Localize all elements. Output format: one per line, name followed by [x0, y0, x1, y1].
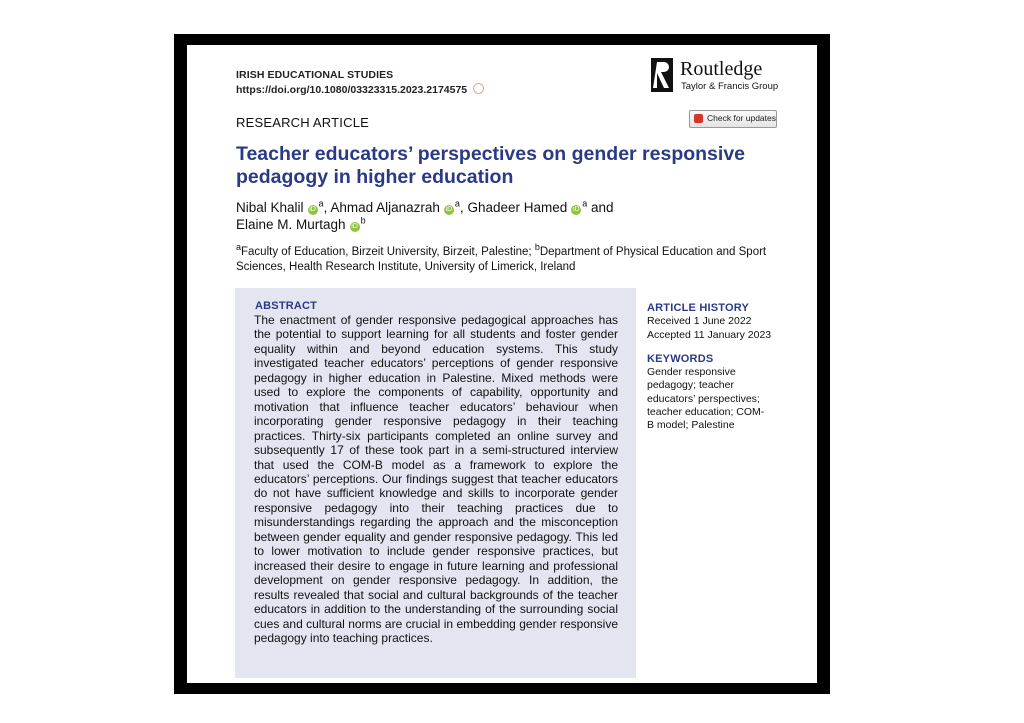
check-for-updates-button[interactable] [689, 110, 777, 128]
article-page [187, 45, 817, 683]
open-access-icon [473, 83, 484, 94]
crossmark-icon [694, 114, 703, 123]
abstract-box [235, 288, 636, 678]
publisher-subtitle: Taylor & Francis Group [681, 81, 779, 92]
article-history-heading: ARTICLE HISTORY [647, 302, 750, 314]
orcid-icon[interactable]: iD [309, 206, 316, 213]
affiliation-marker: b [360, 215, 366, 226]
affiliation-marker: a [236, 242, 242, 253]
publisher-name: Routledge [680, 58, 763, 80]
keywords-text: Gender responsive pedagogy; teacher educators’ perspectives; teacher education; COM-B model; Palestine [647, 366, 765, 432]
author-name[interactable]: Ahmad Aljanazrah [330, 200, 440, 215]
orcid-icon[interactable]: iD [445, 206, 453, 213]
author-name[interactable]: Elaine M. Murtagh [236, 217, 346, 232]
author [236, 200, 330, 215]
author-list [236, 199, 796, 233]
orcid-icon[interactable]: iD [351, 223, 358, 230]
abstract-heading: ABSTRACT [255, 300, 318, 312]
author-separator: , [323, 200, 331, 215]
author-separator: and [587, 200, 618, 215]
affiliation-text: Department of Physical Education and Sport Sciences, Health Research Institute, University of Limerick, Ireland [236, 246, 767, 273]
affiliation-marker: b [534, 242, 540, 253]
routledge-mark-icon [650, 57, 676, 93]
affiliation-marker: a [454, 198, 460, 209]
author [236, 217, 366, 232]
doi-line [236, 83, 484, 96]
author-name[interactable]: Nibal Khalil [236, 200, 304, 215]
article-type: RESEARCH ARTICLE [236, 115, 369, 130]
check-for-updates-label: Check for updates [707, 113, 776, 123]
author [467, 200, 617, 215]
author-separator: , [459, 200, 468, 215]
author [330, 200, 467, 215]
publisher-logo [650, 57, 800, 93]
received-date: Received 1 June 2022 [647, 315, 752, 327]
orcid-icon[interactable]: iD [572, 206, 580, 213]
affiliation-marker: a [582, 198, 588, 209]
affiliation-text: Faculty of Education, Birzeit University, Birzeit, Palestine; [241, 246, 535, 258]
affiliation-marker: a [318, 198, 324, 209]
doi-link[interactable]: https://doi.org/10.1080/03323315.2023.2174575 [236, 84, 468, 96]
abstract-text: The enactment of gender responsive pedagogical approaches has the potential to support learning for all students and foster gender equality within and beyond education systems. This study investigated teacher educators’ perceptions of gender responsive pedagogy in higher education in Palestine. Mixed methods were used to explore the components of capability, opportunity and motivation that influence teacher educators’ behaviour when incorporating gender responsive pedagogy in their teaching practices. Thirty-six participants completed an online survey and subsequently 17 of these took part in a semi-structured interview that used the COM-B model as a framework to explore the educators’ perceptions. Our findings suggest that teacher educators do not have sufficient knowledge and skills to incorporate gender responsive pedagogy into their teaching practices due to misunderstandings regarding the approach and the misconception between gender equality and gender responsive pedagogy. This led to lower motivation to include gender responsive practices, but increased their desire to engage in future learning and professional development on gender responsive pedagogy. In addition, the results revealed that social and cultural backgrounds of the teacher educators in addition to the understanding of the surrounding social cues and cultural norms are crucial in embedding gender responsive pedagogy into teaching practices. [254, 313, 618, 645]
journal-name: IRISH EDUCATIONAL STUDIES [236, 69, 394, 81]
accepted-date: Accepted 11 January 2023 [647, 329, 772, 341]
keywords-heading: KEYWORDS [647, 353, 714, 365]
author-name[interactable]: Ghadeer Hamed [467, 200, 568, 215]
affiliations [236, 242, 796, 275]
article-title: Teacher educators’ perspectives on gender responsive pedagogy in higher education [236, 143, 746, 188]
